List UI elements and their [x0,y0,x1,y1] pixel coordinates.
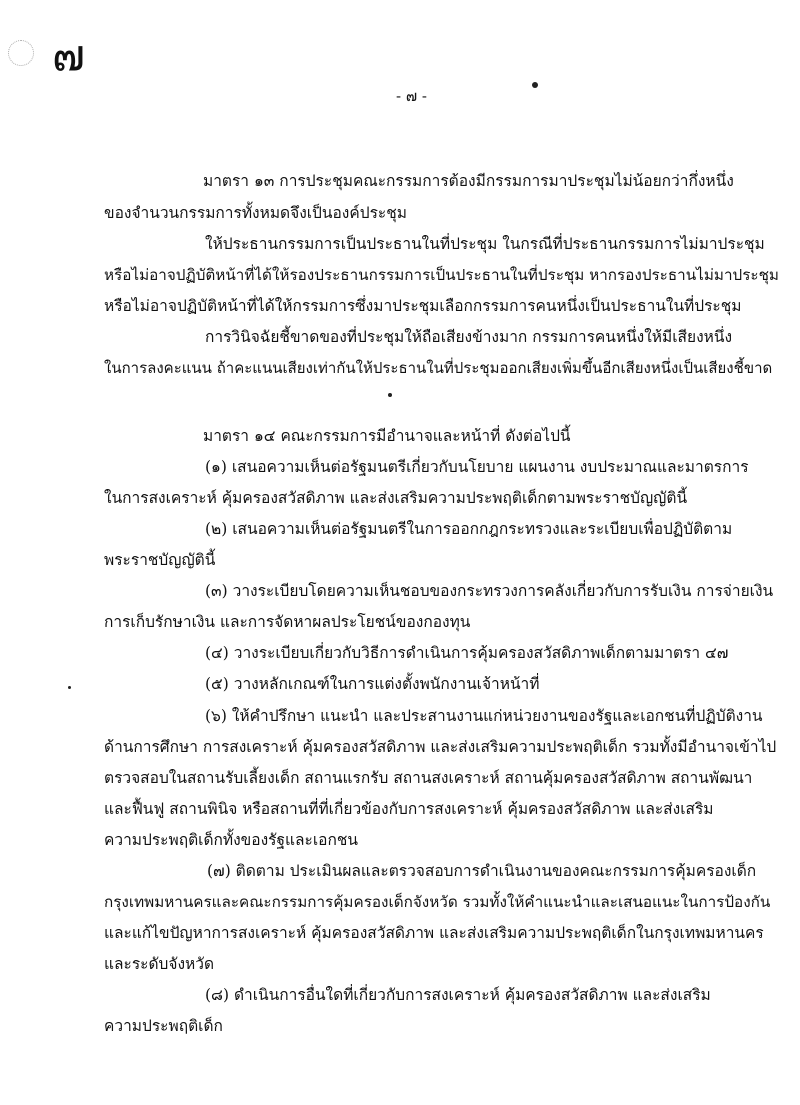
text-line: (๑) เสนอความเห็นต่อรัฐมนตรีเกี่ยวกับนโยบาย แผนงาน งบประมาณและมาตรการ [205,458,749,476]
text-line: (๕) วางหลักเกณฑ์ในการแต่งตั้งพนักงานเจ้าหน้าที่ [205,675,540,693]
text-line: พระราชบัญญัตินี้ [104,551,216,569]
text-line: หรือไม่อาจปฏิบัติหน้าที่ได้ให้กรรมการซึ่งมาประชุมเลือกกรรมการคนหนึ่งเป็นประธานในที่ประชุม [104,297,742,315]
scan-dot [532,82,538,88]
text-line: ความประพฤติเด็ก [104,1017,223,1035]
text-line: และแก้ไขปัญหาการสงเคราะห์ คุ้มครองสวัสดิภาพ และส่งเสริมความประพฤติเด็กในกรุงเทพมหานคร [104,924,764,942]
handwritten-page-mark: ๗ [52,30,86,81]
text-line: ความประพฤติเด็กทั้งของรัฐและเอกชน [104,831,358,849]
text-line: (๒) เสนอความเห็นต่อรัฐมนตรีในการออกกฎกระทรวงและระเบียบเพื่อปฏิบัติตาม [205,520,733,538]
text-line: (๓) วางระเบียบโดยความเห็นชอบของกระทรวงการคลังเกี่ยวกับการรับเงิน การจ่ายเงิน [205,582,774,600]
text-line: หรือไม่อาจปฏิบัติหน้าที่ได้ให้รองประธานกรรมการเป็นประธานในที่ประชุม หากรองประธานไม่มาประชุม [104,266,779,284]
scan-dot [388,393,392,397]
text-line: (๗) ติดตาม ประเมินผลและตรวจสอบการดำเนินงานของคณะกรรมการคุ้มครองเด็ก [207,862,757,880]
text-line: มาตรา ๑๔ คณะกรรมการมีอำนาจและหน้าที่ ดังต่อไปนี้ [203,427,571,445]
text-line: ด้านการศึกษา การสงเคราะห์ คุ้มครองสวัสดิภาพ และส่งเสริมความประพฤติเด็ก รวมทั้งมีอำนาจเข้าไป [104,738,777,756]
scan-smudge [8,40,34,66]
text-line: ของจำนวนกรรมการทั้งหมดจึงเป็นองค์ประชุม [104,204,407,222]
text-line: ให้ประธานกรรมการเป็นประธานในที่ประชุม ในกรณีที่ประธานกรรมการไม่มาประชุม [205,235,765,253]
text-line: และระดับจังหวัด [104,955,215,973]
text-line: การวินิจฉัยชี้ขาดของที่ประชุมให้ถือเสียงข้างมาก กรรมการคนหนึ่งให้มีเสียงหนึ่ง [205,328,733,346]
scan-dot [68,686,71,689]
page-number: - ๗ - [396,87,427,105]
text-line: มาตรา ๑๓ การประชุมคณะกรรมการต้องมีกรรมการมาประชุมไม่น้อยกว่ากึ่งหนึ่ง [203,172,734,190]
text-line: กรุงเทพมหานครและคณะกรรมการคุ้มครองเด็กจังหวัด รวมทั้งให้คำแนะนำและเสนอแนะในการป้องกัน [104,893,771,911]
text-line: ตรวจสอบในสถานรับเลี้ยงเด็ก สถานแรกรับ สถานสงเคราะห์ สถานคุ้มครองสวัสดิภาพ สถานพัฒนา [104,769,753,787]
text-line: และฟื้นฟู สถานพินิจ หรือสถานที่ที่เกี่ยวข้องกับการสงเคราะห์ คุ้มครองสวัสดิภาพ และส่งเสริม [104,800,714,818]
text-line: (๖) ให้คำปรึกษา แนะนำ และประสานงานแก่หน่วยงานของรัฐและเอกชนที่ปฏิบัติงาน [205,707,763,725]
text-line: ในการสงเคราะห์ คุ้มครองสวัสดิภาพ และส่งเสริมความประพฤติเด็กตามพระราชบัญญัตินี้ [104,489,688,507]
text-line: การเก็บรักษาเงิน และการจัดหาผลประโยชน์ของกองทุน [104,613,471,631]
text-line: (๘) ดำเนินการอื่นใดที่เกี่ยวกับการสงเคราะห์ คุ้มครองสวัสดิภาพ และส่งเสริม [205,986,711,1004]
text-line: ในการลงคะแนน ถ้าคะแนนเสียงเท่ากันให้ประธานในที่ประชุมออกเสียงเพิ่มขึ้นอีกเสียงหนึ่งเป็นเสียงชี้ขาด [104,359,773,377]
text-line: (๔) วางระเบียบเกี่ยวกับวิธีการดำเนินการคุ้มครองสวัสดิภาพเด็กตามมาตรา ๔๗ [205,644,729,662]
